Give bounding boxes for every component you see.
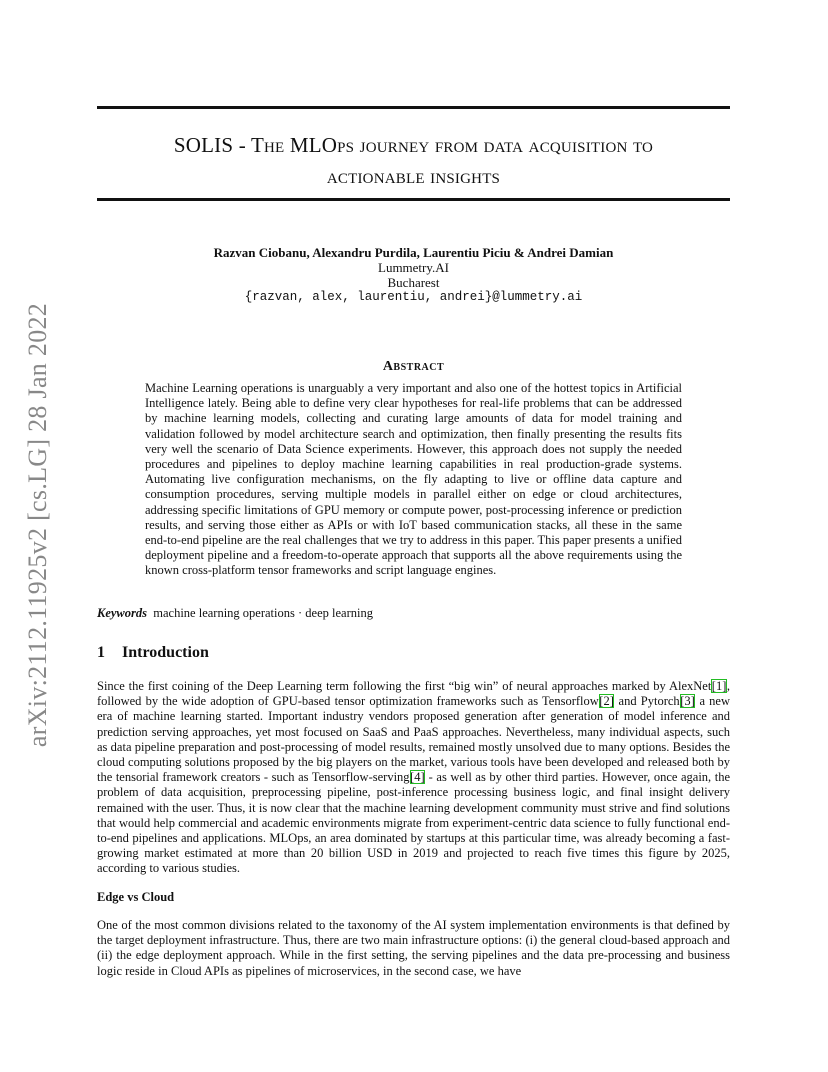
keywords-label: Keywords bbox=[97, 606, 147, 620]
title-line-2: actionable insights bbox=[326, 164, 501, 188]
abstract-text: Machine Learning operations is unarguably a very important and also one of the hottest topics in Artificial Intelligence lately. Being able to define very clear hypotheses for real-life problems that can be addressed by machine learning models, collecting and curating large amounts of data for model training and validation followed by model architecture search and optimization, then finally presenting the results fits very well the scenario of Data Science experiments. However, this approach does not supply the needed procedures and pipelines to deploy machine learning capabilities in real production-grade systems. Automating live configuration mechanisms, on the fly adapting to live or offline data capture and consumption procedures, serving multiple models in parallel either on edge or cloud architectures, addressing specific limitations of GPU memory or compute power, post-processing inference or prediction results, and serving those either as APIs or with IoT based communication stacks, all these in the same end-to-end pipeline are the real challenges that we try to address in this paper. This paper presents a unified deployment pipeline and a freedom-to-operate approach that supports all the above requirements using the known cross-platform tensor frameworks and script language engines. bbox=[145, 381, 682, 578]
citation-link-3[interactable]: [3] bbox=[680, 694, 695, 709]
citation-link-4[interactable]: [4] bbox=[410, 770, 425, 785]
intro-paragraph-1: Since the first coining of the Deep Learning term following the first “big win” of neural approaches marked by AlexNet[1], followed by the wide adoption of GPU-based tensor optimization frameworks such as Tensorflow[2] and Pytorch[3] a new era of machine learning started. Important industry vendors proposed generation after generation of model inference and prediction serving approaches, yet most focused on SaaS and PaaS approaches. Nevertheless, many individual aspects, such as data pipeline preparation and post-processing of model results, remained mostly unsolved due to many options. Besides the cloud computing solutions proposed by the big players on the market, various tools have been developed and released both by the tensorial framework creators - such as Tensorflow-serving[4] - as well as by other third parties. However, once again, the problem of data acquisition, preprocessing pipeline, post-inference processing business logic, and final insight delivery remained with the user. Thus, it is now clear that the machine learning development community must strive and find solutions that would help commercial and academic environments migrate from experiment-centric data science to fully functional end-to-end pipelines and applications. MLOps, an area dominated by startups at this particular time, was already becoming a fast-growing market estimated at more than 20 billion USD in 2019 and projected to reach five times this figure by 2025, according to various studies. bbox=[97, 679, 731, 876]
author-email: {razvan, alex, laurentiu, andrei}@lummetry.ai bbox=[244, 290, 583, 304]
intro-paragraph-2: One of the most common divisions related to the taxonomy of the AI system implementation environments is that defined by the target deployment infrastructure. Thus, there are two main infrastructure options: (i) the general cloud-based approach and (ii) the edge deployment approach. While in the first setting, the serving pipelines and the data pre-processing and business logic reside in Cloud APIs as pipelines of microservices, in the second case, we have bbox=[97, 918, 730, 978]
section-title: Introduction bbox=[122, 644, 209, 661]
title-rule-top bbox=[97, 106, 730, 109]
citation-link-1[interactable]: [1] bbox=[711, 679, 727, 693]
citation-link-2[interactable]: [2] bbox=[599, 694, 614, 709]
title-line-1: SOLIS - The MLOps journey from data acquisition to bbox=[173, 133, 654, 157]
abstract-heading: Abstract bbox=[382, 359, 445, 374]
section-number: 1 bbox=[97, 644, 105, 661]
paper-title bbox=[97, 130, 730, 192]
section-heading-introduction bbox=[97, 644, 209, 662]
subheading-edge-vs-cloud: Edge vs Cloud bbox=[97, 890, 175, 904]
author-block bbox=[97, 245, 730, 305]
author-city: Bucharest bbox=[387, 275, 440, 290]
arxiv-id: arXiv:2112.11925v2 [cs.LG] 28 Jan 2022 bbox=[23, 302, 52, 748]
keywords-line bbox=[97, 606, 373, 621]
author-names: Razvan Ciobanu, Alexandru Purdila, Laurentiu Piciu & Andrei Damian bbox=[213, 245, 614, 260]
arxiv-sidebar-stamp bbox=[20, 290, 56, 760]
title-rule-bottom bbox=[97, 198, 730, 201]
author-affiliation: Lummetry.AI bbox=[378, 260, 449, 275]
keywords-text: machine learning operations · deep learning bbox=[153, 606, 373, 620]
